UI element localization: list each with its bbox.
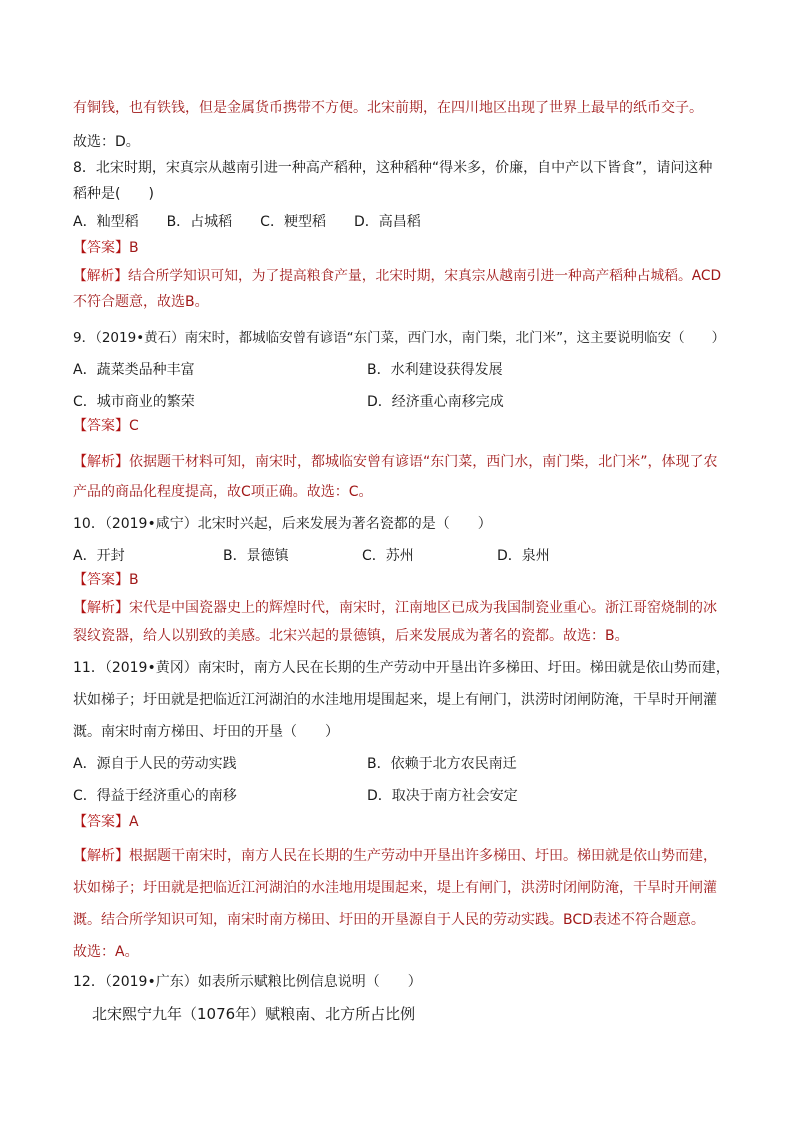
- q10-option-c: C．苏州: [362, 548, 414, 564]
- answer-value: B: [129, 572, 139, 588]
- analysis-tag: 【解析】: [73, 848, 129, 864]
- answer-tag: 【答案】: [73, 240, 129, 256]
- q10-answer: [73, 570, 139, 590]
- q11-answer-line: 故选：A。: [73, 944, 139, 960]
- q9-answer: [73, 416, 139, 436]
- q9-analysis-line1: [73, 452, 718, 472]
- q8-analysis-line2: 不符合题意，故选B。: [73, 294, 209, 310]
- q9-analysis-line2: 产品的商品化程度提高，故C项正确。故选：C。: [73, 484, 373, 500]
- q11-analysis-line3: 溉。结合所学知识可知，南宋时南方梯田、圩田的开垦源自于人民的劳动实践。BCD表述不符合题意。: [73, 912, 705, 928]
- analysis-tag: 【解析】: [73, 268, 129, 284]
- q12-stem: 12．（2019•广东）如表所示赋粮比例信息说明（ ）: [73, 974, 422, 990]
- q10-stem: 10．（2019•咸宁）北宋时兴起，后来发展为著名瓷都的是（ ）: [73, 516, 492, 532]
- q12-table-title: 北宋熙宁九年（1076年）赋粮南、北方所占比例: [92, 1005, 416, 1023]
- q8-answer: [73, 238, 139, 258]
- answer-tag: 【答案】: [73, 814, 129, 830]
- q8-options: A．籼型稻 B．占城稻 C．粳型稻 D．高昌稻: [73, 214, 421, 230]
- q11-stem-line3: 溉。南宋时南方梯田、圩田的开垦（ ）: [73, 724, 339, 740]
- analysis-text: 依据题干材料可知，南宋时，都城临安曾有谚语“东门菜，西门水，南门柴，北门米”，体现了农: [129, 454, 718, 470]
- answer-value: A: [129, 814, 139, 830]
- answer-value: C: [129, 418, 139, 434]
- q9-option-a: A．蔬菜类品种丰富: [73, 362, 195, 378]
- q8-stem-line2: 稻种是( ): [73, 186, 154, 202]
- q11-analysis-line1: [73, 846, 717, 866]
- q10-option-a: A．开封: [73, 548, 125, 564]
- prev-answer-line: 故选：D。: [73, 134, 140, 150]
- prev-analysis-line: 有铜钱，也有铁钱，但是金属货币携带不方便。北宋前期，在四川地区出现了世界上最早的纸币交子。: [73, 100, 703, 116]
- q11-option-a: A．源自于人民的劳动实践: [73, 756, 237, 772]
- answer-tag: 【答案】: [73, 418, 129, 434]
- q10-analysis-line1: [73, 598, 717, 618]
- q11-stem-line1: 11．（2019•黄冈）南宋时，南方人民在长期的生产劳动中开垦出许多梯田、圩田。梯田就是依山势而建，: [73, 660, 730, 676]
- q11-option-d: D．取决于南方社会安定: [367, 788, 518, 804]
- analysis-text: 宋代是中国瓷器史上的辉煌时代，南宋时，江南地区已成为我国制瓷业重心。浙江哥窑烧制的冰: [129, 600, 717, 616]
- q8-analysis-line1: [73, 266, 721, 286]
- q10-option-b: B．景德镇: [223, 548, 289, 564]
- q11-option-b: B．依赖于北方农民南迁: [367, 756, 517, 772]
- answer-value: B: [129, 240, 139, 256]
- analysis-text: 根据题干南宋时，南方人民在长期的生产劳动中开垦出许多梯田、圩田。梯田就是依山势而建，: [129, 848, 717, 864]
- q9-option-b: B．水利建设获得发展: [367, 362, 503, 378]
- q11-option-c: C．得益于经济重心的南移: [73, 788, 237, 804]
- q11-stem-line2: 状如梯子；圩田就是把临近江河湖泊的水洼地用堤围起来，堤上有闸门，洪涝时闭闸防淹，干旱时开闸灌: [73, 692, 717, 708]
- analysis-text: 结合所学知识可知，为了提高粮食产量，北宋时期，宋真宗从越南引进一种高产稻种占城稻。ACD: [128, 268, 722, 284]
- analysis-tag: 【解析】: [73, 454, 129, 470]
- q9-stem: 9．（2019•黄石）南宋时，都城临安曾有谚语“东门菜，西门水，南门柴，北门米”，这主要说明临安（ ）: [73, 330, 726, 346]
- q10-analysis-line2: 裂纹瓷器，给人以别致的美感。北宋兴起的景德镇，后来发展成为著名的瓷都。故选：B。: [73, 628, 629, 644]
- q9-option-d: D．经济重心南移完成: [367, 394, 504, 410]
- answer-tag: 【答案】: [73, 572, 129, 588]
- analysis-tag: 【解析】: [73, 600, 129, 616]
- q8-stem-line1: 8．北宋时期，宋真宗从越南引进一种高产稻种，这种稻种“得米多，价廉，自中产以下皆食”，请问这种: [73, 160, 713, 176]
- q10-option-d: D．泉州: [497, 548, 550, 564]
- q9-option-c: C．城市商业的繁荣: [73, 394, 195, 410]
- q11-answer: [73, 812, 139, 832]
- q11-analysis-line2: 状如梯子；圩田就是把临近江河湖泊的水洼地用堤围起来，堤上有闸门，洪涝时闭闸防淹，干旱时开闸灌: [73, 880, 717, 896]
